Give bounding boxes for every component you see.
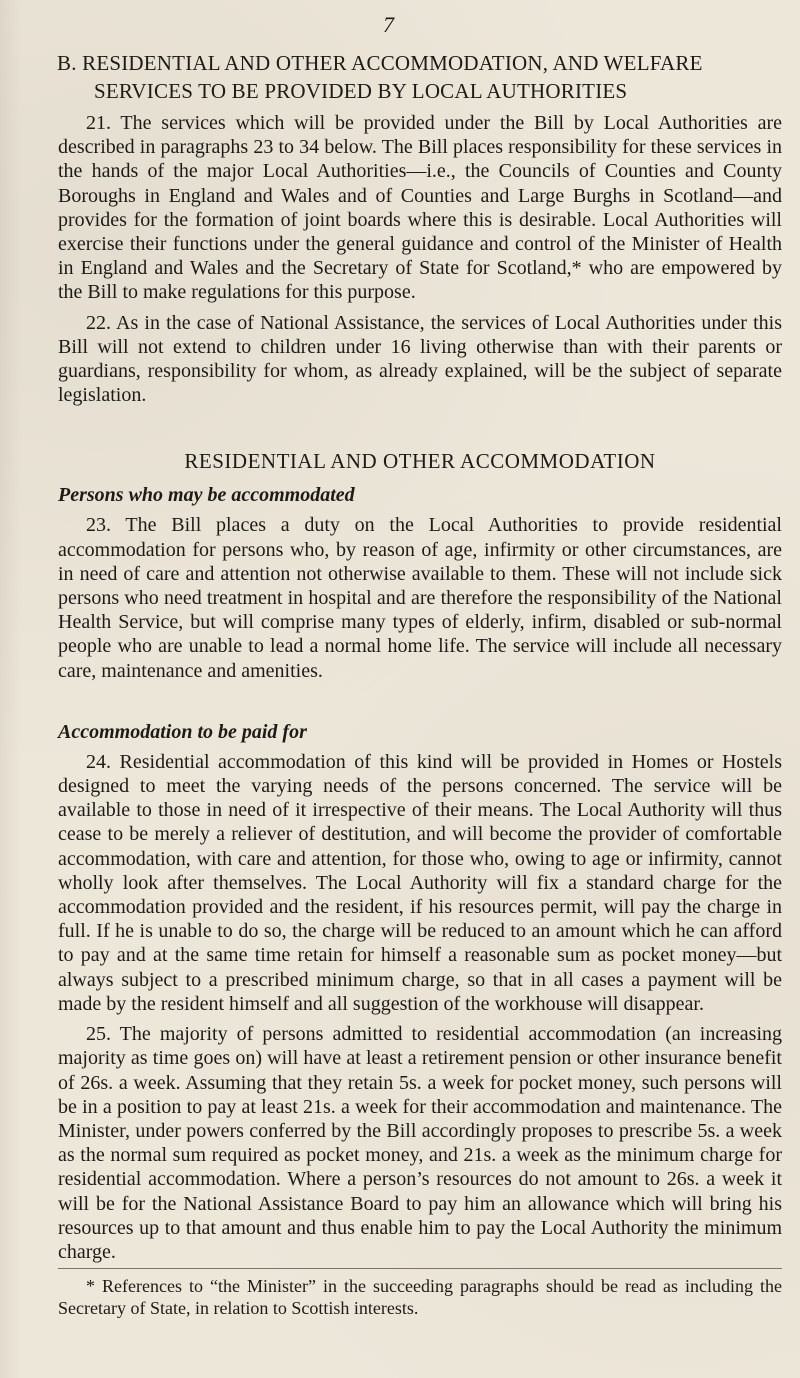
footnote: * References to “the Minister” in the succeeding paragraphs should be read as including the Secretary of State, in relation to Scottish interests.	[58, 1276, 782, 1319]
paragraph-22: 22. As in the case of National Assistance, the services of Local Authorities under this Bill will not extend to children under 16 living otherwise than with their parents or guardians, responsibility for whom, as already explained, will be the subject of separate legislation.	[58, 311, 782, 407]
paragraph-23: 23. The Bill places a duty on the Local Authorities to provide residential accommodation for persons who, by reason of age, infirmity or other circumstances, are in need of care and attention not otherwise available to them. These will not include sick persons who need treatment in hospital and are therefore the responsibility of the National Health Service, but will comprise many types of elderly, infirm, disabled or sub-normal people who are unable to lead a normal home life. The service will include all necessary care, maintenance and amenities.	[58, 514, 782, 682]
paragraph-24: 24. Residential accommodation of this kind will be provided in Homes or Hostels designed to meet the varying needs of the persons concerned. The service will be available to those in need of it irrespective of their means. The Local Authority will thus cease to be merely a reliever of destitution, and will become the provider of comfortable accommodation, with care and attention, for those who, owing to age or infirmity, cannot wholly look after themselves. The Local Authority will fix a standard charge for the accommodation provided and the resident, if his resources permit, will pay the charge in full. If he is unable to do so, the charge will be reduced to an amount which he can afford to pay and at the same time retain for himself a reasonable sum as pocket money—but always subject to a prescribed minimum charge, so that in all cases a payment will be made by the resident himself and all suggestion of the workhouse will disappear.	[58, 750, 782, 1015]
subheading-accommodation-paid: Accommodation to be paid for	[58, 720, 307, 743]
section-heading-line-2: SERVICES TO BE PROVIDED BY LOCAL AUTHORITIES	[94, 79, 628, 103]
subheading-persons-accommodated: Persons who may be accommodated	[58, 484, 355, 507]
paragraph-25: 25. The majority of persons admitted to residential accommodation (an increasing majority as time goes on) will have at least a retirement pension or other insurance benefit of 26s. a week. Assuming that they retain 5s. a week for pocket money, such persons will be in a position to pay at least 21s. a week for their accommodation and maintenance. The Minister, under powers conferred by the Bill accordingly proposes to prescribe 5s. a week as the normal sum required as pocket money, and 21s. a week as the minimum charge for residential accommodation. Where a person’s resources do not amount to 26s. a week it will be for the National Assistance Board to pay him an allowance which will bring his resources up to that amount and thus enable him to pay the Local Authority the minimum charge.	[58, 1023, 782, 1263]
footnote-rule	[58, 1268, 782, 1269]
subsection-title: RESIDENTIAL AND OTHER ACCOMMODATION	[184, 449, 656, 474]
section-heading-line-1: B. RESIDENTIAL AND OTHER ACCOMMODATION, AND WELFARE	[57, 51, 703, 75]
document-content	[58, 12, 782, 1319]
paragraph-21: 21. The services which will be provided under the Bill by Local Authorities are described in paragraphs 23 to 34 below. The Bill places responsibility for these services in the hands of the major Local Authorities—i.e., the Councils of Counties and County Boroughs in England and Wales and of Counties and Large Burghs in Scotland—and provides for the formation of joint boards where this is desirable. Local Authorities will exercise their functions under the general guidance and control of the Minister of Health in England and Wales and the Secretary of State for Scotland,* who are empowered by the Bill to make regulations for this purpose.	[58, 112, 782, 304]
section-heading	[58, 49, 782, 105]
page-number: 7	[383, 12, 394, 37]
